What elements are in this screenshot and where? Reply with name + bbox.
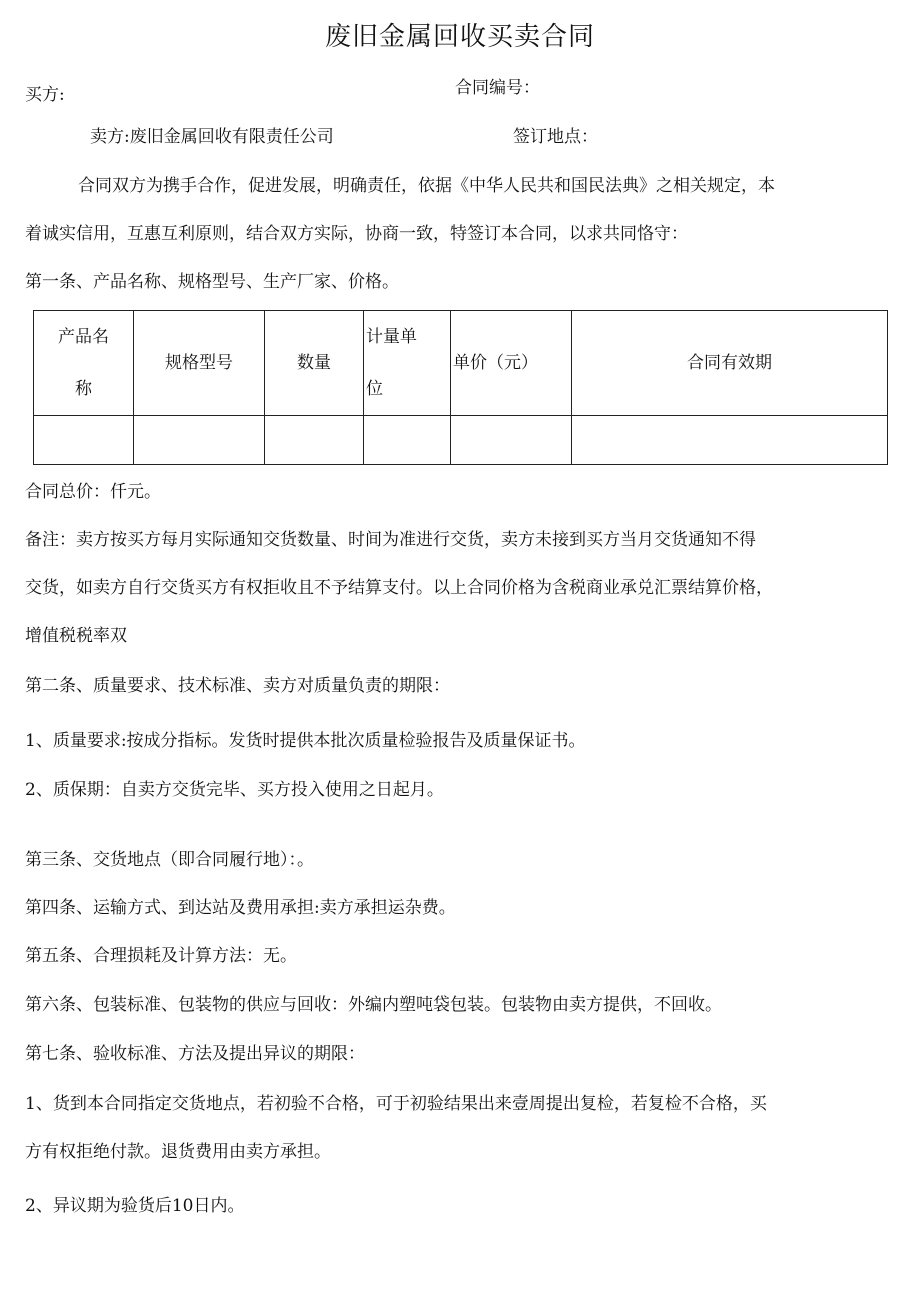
table-cell — [572, 416, 888, 465]
header-spec-model: 规格型号 — [134, 311, 265, 416]
article-5: 第五条、合理损耗及计算方法：无。 — [25, 946, 297, 966]
header-unit-line2: 位 — [366, 379, 383, 399]
article-3: 第三条、交货地点（即合同履行地）：。 — [25, 850, 314, 870]
article-7-item-1-line-1: 1、货到本合同指定交货地点，若初验不合格，可于初验结果出来壹周提出复检，若复检不合格，买 — [25, 1094, 767, 1114]
table-cell — [364, 416, 451, 465]
article-6: 第六条、包装标准、包装物的供应与回收：外编内塑吨袋包装。包装物由卖方提供，不回收。 — [25, 995, 722, 1015]
contract-number-label: 合同编号： — [455, 78, 540, 98]
product-table — [33, 310, 888, 465]
article-2-item-2: 2、质保期：自卖方交货完毕、买方投入使用之日起月。 — [25, 780, 444, 800]
remarks-line-2: 交货，如卖方自行交货买方有权拒收且不予结算支付。以上合同价格为含税商业承兑汇票结算价格， — [25, 578, 773, 598]
header-product-name — [34, 311, 134, 416]
article-4: 第四条、运输方式、到达站及费用承担:卖方承担运杂费。 — [25, 898, 456, 918]
table-row — [34, 416, 888, 465]
seller-line: 卖方:废旧金属回收有限责任公司 — [90, 127, 334, 147]
article-7-item-1-line-2: 方有权拒绝付款。退货费用由卖方承担。 — [25, 1142, 331, 1162]
contract-title: 废旧金属回收买卖合同 — [324, 22, 595, 52]
table-cell — [34, 416, 134, 465]
header-validity: 合同有效期 — [572, 311, 888, 416]
article-7-item-2: 2、异议期为验货后10日内。 — [25, 1196, 245, 1216]
remarks-line-3: 增值税税率双 — [25, 626, 127, 646]
article-7-heading: 第七条、验收标准、方法及提出异议的期限： — [25, 1044, 365, 1064]
buyer-label: 买方: — [25, 85, 65, 105]
intro-line-1: 合同双方为携手合作，促进发展，明确责任，依据《中华人民共和国民法典》之相关规定，本 — [78, 176, 775, 196]
header-unit — [364, 311, 451, 416]
header-product-name-line2: 称 — [75, 379, 92, 399]
header-unit-line1: 计量单 — [366, 327, 417, 347]
intro-line-2: 着诚实信用，互惠互利原则，结合双方实际，协商一致，特签订本合同，以求共同恪守： — [25, 224, 688, 244]
table-cell — [451, 416, 572, 465]
table-header-row — [34, 311, 888, 416]
article-1-heading: 第一条、产品名称、规格型号、生产厂家、价格。 — [25, 272, 399, 292]
signing-place-label: 签订地点： — [513, 127, 598, 147]
remarks-line-1: 备注：卖方按买方每月实际通知交货数量、时间为准进行交货，卖方未接到买方当月交货通知不得 — [25, 530, 756, 550]
header-quantity: 数量 — [265, 311, 364, 416]
table-cell — [265, 416, 364, 465]
header-unit-price: 单价（元） — [451, 311, 572, 416]
header-product-name-line1: 产品名 — [58, 327, 109, 347]
table-cell — [134, 416, 265, 465]
article-2-item-1: 1、质量要求:按成分指标。发货时提供本批次质量检验报告及质量保证书。 — [25, 731, 586, 751]
article-2-heading: 第二条、质量要求、技术标准、卖方对质量负责的期限： — [25, 676, 450, 696]
total-price: 合同总价：仟元。 — [25, 482, 161, 502]
